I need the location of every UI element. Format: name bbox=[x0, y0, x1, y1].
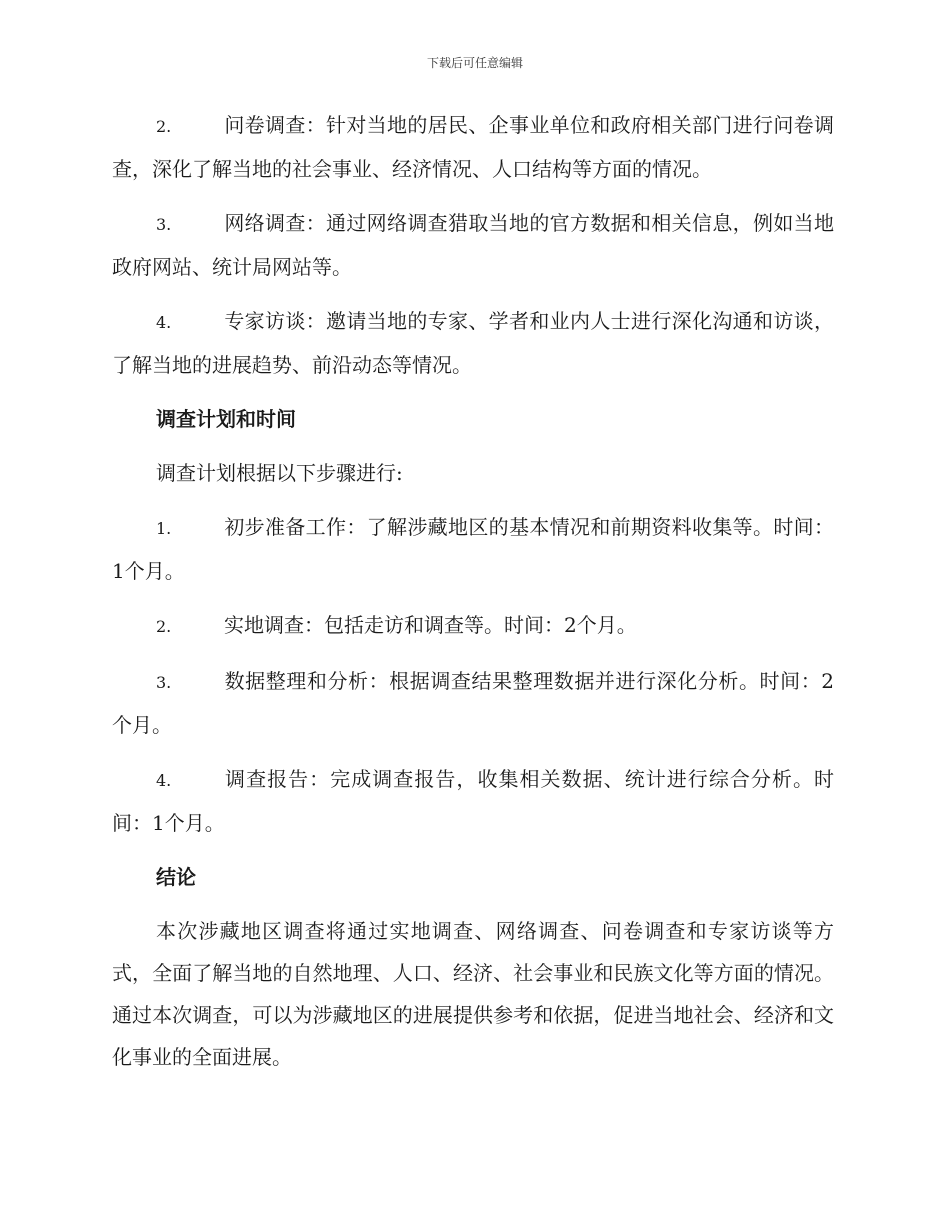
method-item-2 bbox=[112, 104, 834, 190]
list-item-text: 数据整理和分析：根据调查结果整理数据并进行深化分析。时间：2个月。 bbox=[112, 669, 834, 737]
page-header: 下载后可任意编辑 bbox=[426, 56, 523, 70]
plan-step-2 bbox=[112, 604, 834, 648]
method-item-4 bbox=[112, 300, 834, 386]
method-item-3 bbox=[112, 202, 834, 288]
list-item-text: 专家访谈：邀请当地的专家、学者和业内人士进行深化沟通和访谈，了解当地的进展趋势、前沿动态等情况。 bbox=[112, 309, 834, 377]
plan-step-4 bbox=[112, 758, 834, 844]
list-number: 4. bbox=[156, 771, 172, 790]
document-body bbox=[112, 104, 834, 1090]
conclusion-paragraph: 本次涉藏地区调查将通过实地调查、网络调查、问卷调查和专家访谈等方式，全面了解当地的自然地理、人口、经济、社会事业和民族文化等方面的情况。通过本次调查，可以为涉藏地区的进展提供参考和依据，促进当地社会、经济和文化事业的全面进展。 bbox=[112, 919, 834, 1069]
plan-intro: 调查计划根据以下步骤进行: bbox=[156, 461, 403, 485]
list-item-text: 网络调查：通过网络调查猎取当地的官方数据和相关信息，例如当地政府网站、统计局网站等。 bbox=[112, 211, 834, 279]
list-item-text: 调查报告：完成调查报告，收集相关数据、统计进行综合分析。时间：1个月。 bbox=[112, 767, 834, 835]
section-heading-plan: 调查计划和时间 bbox=[156, 407, 296, 431]
list-number: 1. bbox=[156, 519, 172, 538]
list-number: 2. bbox=[156, 117, 172, 136]
list-number: 3. bbox=[156, 215, 172, 234]
list-number: 3. bbox=[156, 673, 172, 692]
plan-step-3 bbox=[112, 660, 834, 746]
section-heading-conclusion: 结论 bbox=[156, 865, 196, 889]
list-item-text: 实地调查：包括走访和调查等。时间：2个月。 bbox=[224, 613, 637, 637]
plan-step-1 bbox=[112, 506, 834, 592]
list-item-text: 初步准备工作：了解涉藏地区的基本情况和前期资料收集等。时间：1个月。 bbox=[112, 515, 834, 583]
list-item-text: 问卷调查：针对当地的居民、企事业单位和政府相关部门进行问卷调查，深化了解当地的社会事业、经济情况、人口结构等方面的情况。 bbox=[112, 113, 834, 181]
list-number: 4. bbox=[156, 313, 172, 332]
list-number: 2. bbox=[156, 617, 172, 636]
